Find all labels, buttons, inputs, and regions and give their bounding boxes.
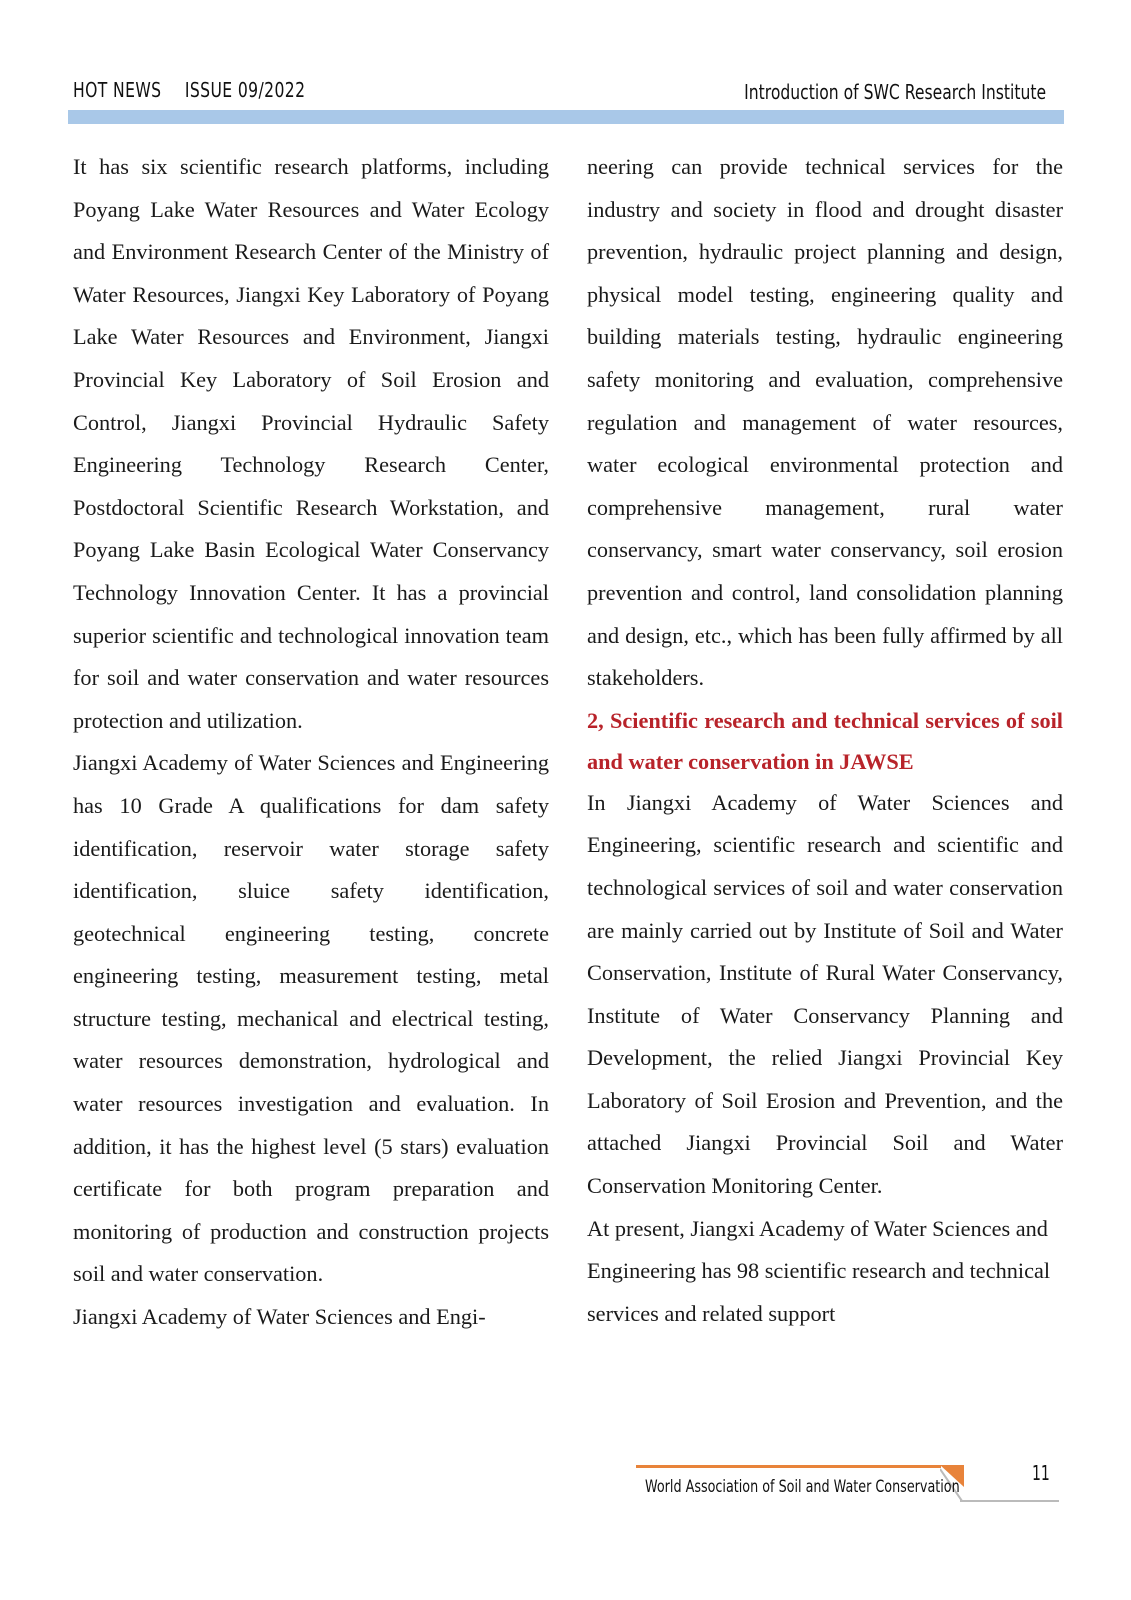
left-column (73, 146, 549, 1339)
running-header-left (73, 78, 305, 102)
running-header-title: Introduction of SWC Research Institute (744, 80, 1046, 104)
paragraph: It has six scientific research platforms, including Poyang Lake Water Resources and Water Ecology and Environment Research Center of the Ministry of Water Resources, Jiangxi Key Laboratory of Poyang Lake Water Resources and Environment, Jiangxi Provincial Key Laboratory of Soil Erosion and Control, Jiangxi Provincial Hydraulic Safety Engineering Technology Research Center, Postdoctoral Scientific Research Workstation, and Poyang Lake Basin Ecological Water Conservancy Technology Innovation Center. It has a provincial superior scientific and technological innovation team for soil and water conservation and water resources protection and utilization. (73, 154, 549, 733)
paragraph: In Jiangxi Academy of Water Sciences and Engineering, scientific research and scientific and technological services of soil and water conservation are mainly carried out by Institute of Soil and Water Conservation, Institute of Rural Water Conservancy, Institute of Water Conservancy Planning and Development, the relied Jiangxi Provincial Key Laboratory of Soil Erosion and Prevention, and the attached Jiangxi Provincial Soil and Water Conservation Monitoring Center. (587, 789, 1063, 1199)
header-issue-label: ISSUE 09/2022 (184, 78, 306, 102)
footer-rule (960, 1500, 1059, 1502)
footer-accent-line (636, 1465, 941, 1468)
paragraph: Jiangxi Academy of Water Sciences and Engi- (73, 1304, 486, 1330)
page-number: 11 (1032, 1461, 1050, 1485)
footer-organization: World Association of Soil and Water Conservation (645, 1477, 960, 1497)
header-section-label: HOT NEWS (73, 78, 162, 102)
header-bar (68, 110, 1064, 124)
section-heading: 2, Scientific research and technical services of soil and water conservation in JAWSE (587, 707, 1063, 774)
paragraph: neering can provide technical services for the industry and society in flood and drought disaster prevention, hydraulic project planning and design, physical model testing, engineering quality and building materials testing, hydraulic engineering safety monitoring and evaluation, comprehensive regulation and management of water resources, water ecological environmental protection and comprehensive management, rural water conservancy, smart water conservancy, soil erosion prevention and control, land consolidation planning and design, etc., which has been fully affirmed by all stakeholders. (587, 154, 1063, 691)
right-column (587, 146, 1063, 1335)
paragraph: Jiangxi Academy of Water Sciences and Engineering has 10 Grade A qualifications for dam safety identification, reservoir water storage safety identification, sluice safety identification, geotechnical engineering testing, concrete engineering testing, measurement testing, metal structure testing, mechanical and electrical testing, water resources demonstration, hydrological and water resources investigation and evaluation. In addition, it has the highest level (5 stars) evaluation certificate for both program preparation and monitoring of production and construction projects soil and water conservation. (73, 750, 549, 1287)
paragraph: At present, Jiangxi Academy of Water Sciences and Engineering has 98 scientific research and technical services and related support (587, 1215, 1051, 1326)
